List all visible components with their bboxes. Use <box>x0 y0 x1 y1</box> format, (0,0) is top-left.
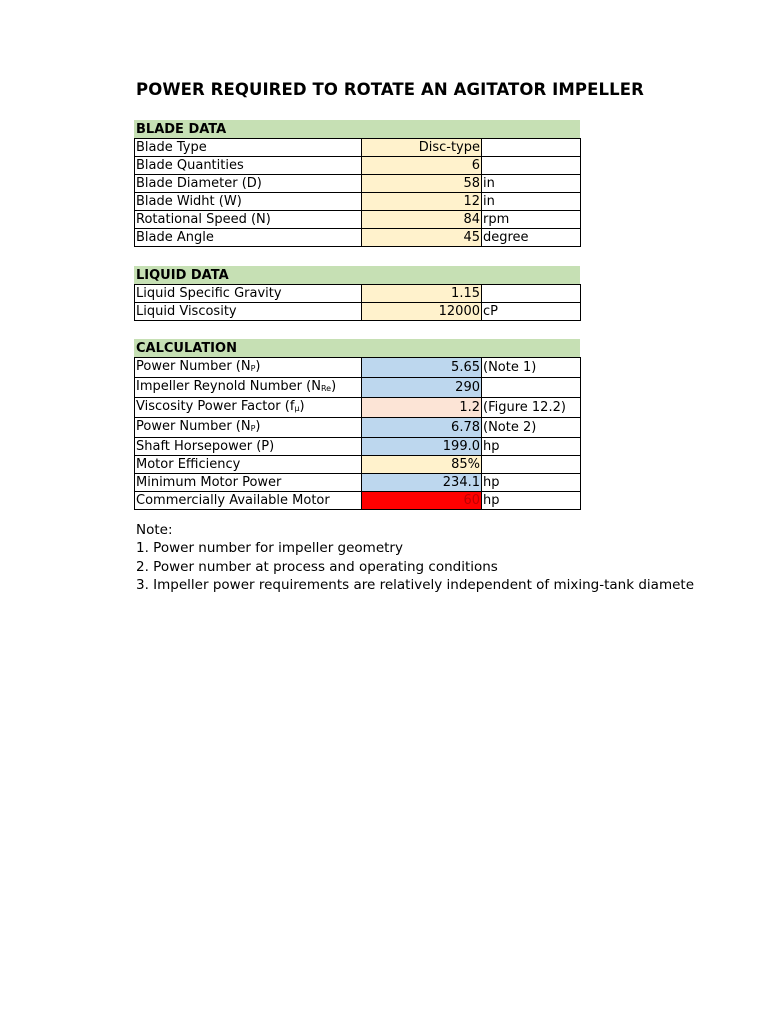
input-cell[interactable]: 45 <box>362 229 482 247</box>
calculated-cell[interactable]: 234.1 <box>362 474 482 492</box>
row-label: Viscosity Power Factor $(f_\mu)$ <box>135 398 362 418</box>
unit-cell: degree <box>482 229 581 247</box>
unit-cell: rpm <box>482 211 581 229</box>
unit-cell <box>482 157 581 175</box>
row-label: Blade Diameter (D) <box>135 175 362 193</box>
table-row <box>135 229 581 247</box>
alert-cell[interactable]: 60 <box>362 492 482 510</box>
row-label: Blade Widht (W) <box>135 193 362 211</box>
notes-block <box>136 521 694 594</box>
table-row <box>135 418 581 438</box>
row-label: Minimum Motor Power <box>135 474 362 492</box>
table-row <box>135 378 581 398</box>
row-label: Shaft Horsepower (P) <box>135 438 362 456</box>
table-row <box>135 175 581 193</box>
row-label: Impeller Reynold Number $(N_{Re})$ <box>135 378 362 398</box>
input-cell[interactable]: 6 <box>362 157 482 175</box>
input-cell[interactable]: 1.15 <box>362 285 482 303</box>
calculation-header: CALCULATION <box>134 339 580 357</box>
blade-data-section <box>134 120 580 247</box>
table-row <box>135 398 581 418</box>
table-row <box>135 139 581 157</box>
input-cell[interactable]: 12000 <box>362 303 482 321</box>
calculation-table <box>134 357 581 510</box>
unit-cell <box>482 378 581 398</box>
row-label: Power Number $(N_P)$ <box>135 358 362 378</box>
table-row <box>135 456 581 474</box>
unit-cell <box>482 285 581 303</box>
note-item: 2. Power number at process and operating conditions <box>136 558 498 575</box>
unit-cell: (Note 2) <box>482 418 581 438</box>
liquid-data-table <box>134 284 581 321</box>
unit-cell: in <box>482 175 581 193</box>
input-cell[interactable]: 85% <box>362 456 482 474</box>
table-row <box>135 358 581 378</box>
input-cell[interactable]: Disc-type <box>362 139 482 157</box>
table-row <box>135 193 581 211</box>
input-cell[interactable]: 58 <box>362 175 482 193</box>
calculation-section <box>134 339 580 510</box>
unit-cell: hp <box>482 438 581 456</box>
row-label: Blade Type <box>135 139 362 157</box>
row-label: Liquid Specific Gravity <box>135 285 362 303</box>
table-row <box>135 211 581 229</box>
unit-cell: (Note 1) <box>482 358 581 378</box>
table-row <box>135 474 581 492</box>
table-row <box>135 157 581 175</box>
unit-cell <box>482 456 581 474</box>
note-item: 1. Power number for impeller geometry <box>136 540 403 557</box>
input-cell[interactable]: 12 <box>362 193 482 211</box>
unit-cell: in <box>482 193 581 211</box>
row-label: Motor Efficiency <box>135 456 362 474</box>
unit-cell: (Figure 12.2) <box>482 398 581 418</box>
calculated-cell[interactable]: 5.65 <box>362 358 482 378</box>
liquid-data-section <box>134 266 580 321</box>
input-cell[interactable]: 84 <box>362 211 482 229</box>
table-row <box>135 492 581 510</box>
unit-cell: hp <box>482 492 581 510</box>
table-row <box>135 285 581 303</box>
table-row <box>135 438 581 456</box>
page-title: POWER REQUIRED TO ROTATE AN AGITATOR IMPELLER <box>136 80 644 99</box>
row-label: Blade Angle <box>135 229 362 247</box>
row-label: Power Number $(N_P)$ <box>135 418 362 438</box>
unit-cell: hp <box>482 474 581 492</box>
calculated-cell[interactable]: 199.0 <box>362 438 482 456</box>
row-label: Commercially Available Motor <box>135 492 362 510</box>
unit-cell: cP <box>482 303 581 321</box>
liquid-data-header: LIQUID DATA <box>134 266 580 284</box>
row-label: Rotational Speed (N) <box>135 211 362 229</box>
row-label: Liquid Viscosity <box>135 303 362 321</box>
notes-heading: Note: <box>136 522 173 538</box>
unit-cell <box>482 139 581 157</box>
calculated-cell[interactable]: 290 <box>362 378 482 398</box>
table-row <box>135 303 581 321</box>
row-label: Blade Quantities <box>135 157 362 175</box>
note-item: 3. Impeller power requirements are relatively independent of mixing-tank diamete <box>136 576 694 593</box>
calculated-cell[interactable]: 6.78 <box>362 418 482 438</box>
blade-data-header: BLADE DATA <box>134 120 580 138</box>
blade-data-table <box>134 138 581 247</box>
factor-cell[interactable]: 1.2 <box>362 398 482 418</box>
